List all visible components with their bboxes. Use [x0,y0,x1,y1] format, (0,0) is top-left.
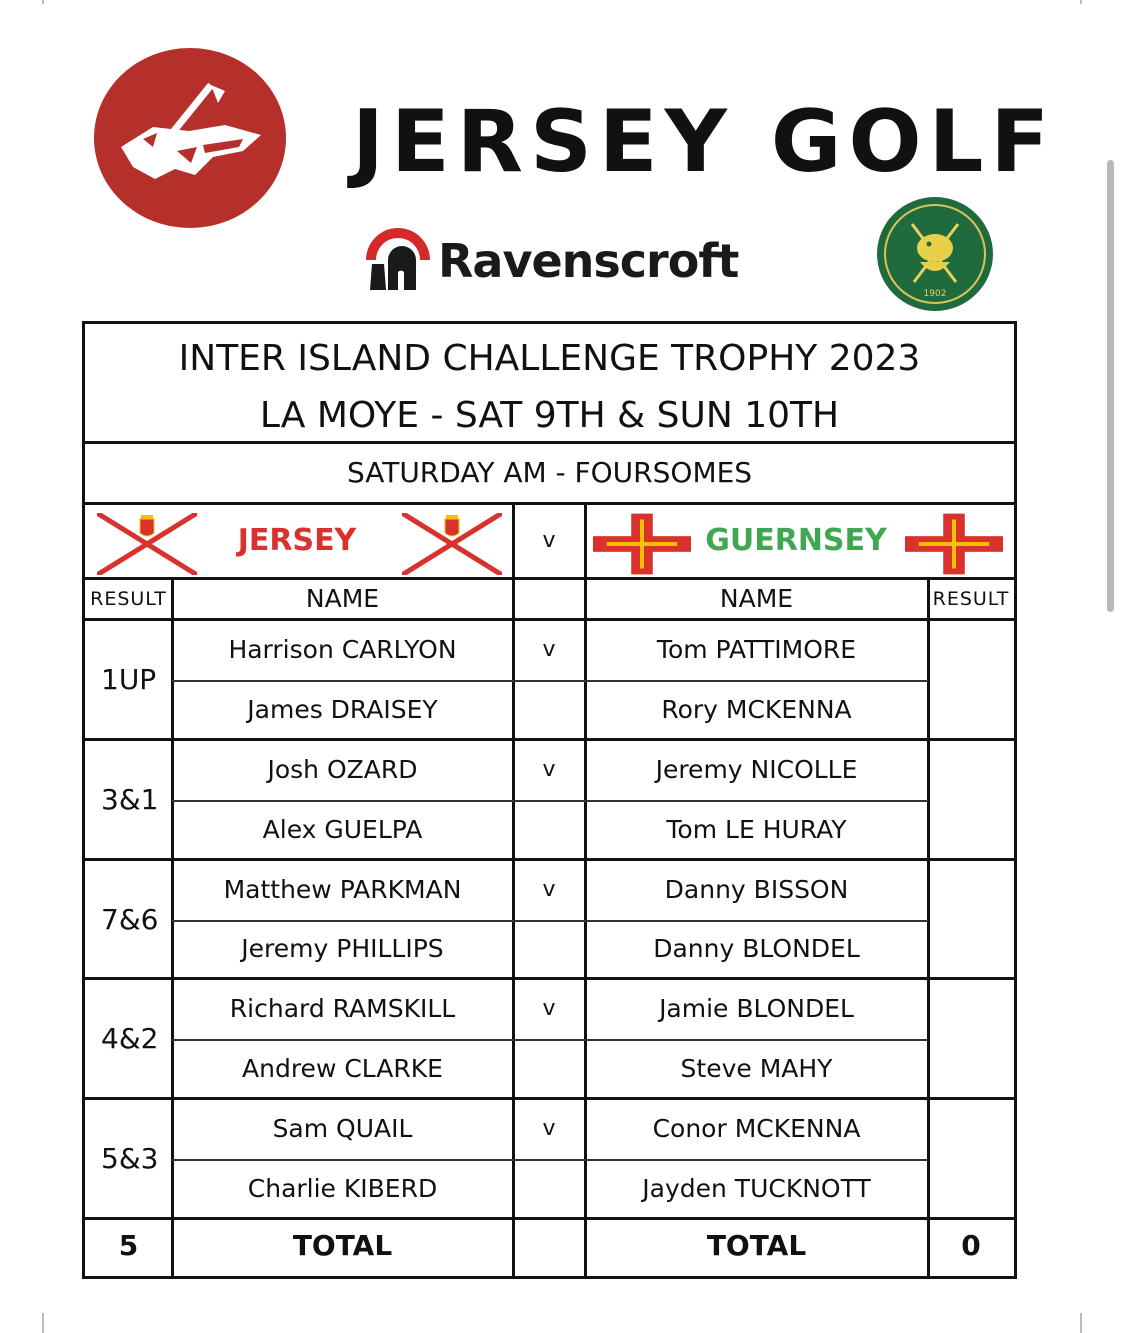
team-home-name: JERSEY [237,523,357,558]
versus-label: v [542,528,556,553]
match-result: 1UP [101,662,157,696]
player-name: Tom PATTIMORE [656,634,857,664]
grid-line [85,618,1014,621]
player-name: Rory MCKENNA [661,694,852,724]
page-corner-mark [1080,1313,1082,1333]
grid-line [172,1039,928,1041]
player-name: Jamie BLONDEL [659,994,854,1024]
helmet-icon [358,220,436,292]
match-result: 4&2 [101,1022,159,1056]
page-corner-mark [1080,0,1082,4]
sponsor-logo [358,218,758,294]
grid-line [85,977,1014,980]
club-badge-logo [876,196,994,312]
match-result: 5&3 [101,1142,159,1176]
event-title [85,324,1014,444]
page-corner-mark [42,1313,44,1333]
player-name: Charlie KIBERD [247,1174,438,1204]
grid-line [85,738,1014,741]
match-result [928,900,1014,940]
player-name: Tom LE HURAY [666,814,847,844]
player-name: Alex GUELPA [262,814,423,844]
event-title-line1: INTER ISLAND CHALLENGE TROPHY 2023 [178,338,921,379]
player-name: Conor MCKENNA [652,1114,861,1144]
jersey-golf-logo [93,47,288,230]
versus-label: v [542,756,556,782]
away-total-score: 0 [961,1229,981,1262]
grid-line [172,1159,928,1161]
scrollbar[interactable] [1107,160,1114,612]
versus-label: v [542,1116,556,1142]
brand-title: JERSEY GOLF [352,92,1057,192]
player-name: Andrew CLARKE [242,1054,443,1084]
result-column-header: RESULT [932,587,1010,610]
player-name: Steve MAHY [680,1054,833,1084]
scoresheet [82,321,1017,1279]
versus-label: v [542,636,556,662]
match-result: 7&6 [101,902,159,936]
player-name: Josh OZARD [267,754,418,784]
match-result [928,780,1014,820]
grid-line [172,920,928,922]
jersey-flag-icon [402,513,502,575]
versus-label: v [542,996,556,1022]
grid-line [172,800,928,802]
home-total-label: TOTAL [292,1229,393,1262]
team-away-name: GUERNSEY [705,523,887,558]
name-column-header: NAME [305,583,380,613]
event-title-line2: LA MOYE - SAT 9TH & SUN 10TH [259,395,840,436]
match-result [928,1019,1014,1059]
guernsey-flag-icon [593,513,691,575]
player-name: Jeremy NICOLLE [655,754,858,784]
grid-line [85,1097,1014,1100]
session-label: SATURDAY AM - FOURSOMES [85,444,1014,505]
match-result [928,660,1014,700]
player-name: Sam QUAIL [272,1114,413,1144]
page-corner-mark [42,0,44,4]
match-result: 3&1 [101,782,159,816]
club-badge-year: 1902 [923,289,947,299]
away-total-label: TOTAL [706,1229,807,1262]
player-name: Richard RAMSKILL [229,994,456,1024]
player-name: Danny BLONDEL [653,934,860,964]
player-name: Matthew PARKMAN [223,874,462,904]
player-name: Harrison CARLYON [228,634,457,664]
name-column-header: NAME [719,583,794,613]
grid-line [85,1217,1014,1220]
jersey-flag-icon [97,513,197,575]
grid-line [85,858,1014,861]
result-column-header: RESULT [90,587,167,610]
player-name: Danny BISSON [664,874,849,904]
guernsey-flag-icon [905,513,1003,575]
match-result [928,1139,1014,1179]
player-name: Jayden TUCKNOTT [642,1174,871,1204]
sponsor-name: Ravenscroft [438,234,739,288]
player-name: Jeremy PHILLIPS [241,934,444,964]
player-name: James DRAISEY [247,694,438,724]
versus-label: v [542,876,556,902]
home-total-score: 5 [118,1229,139,1262]
grid-line [172,680,928,682]
